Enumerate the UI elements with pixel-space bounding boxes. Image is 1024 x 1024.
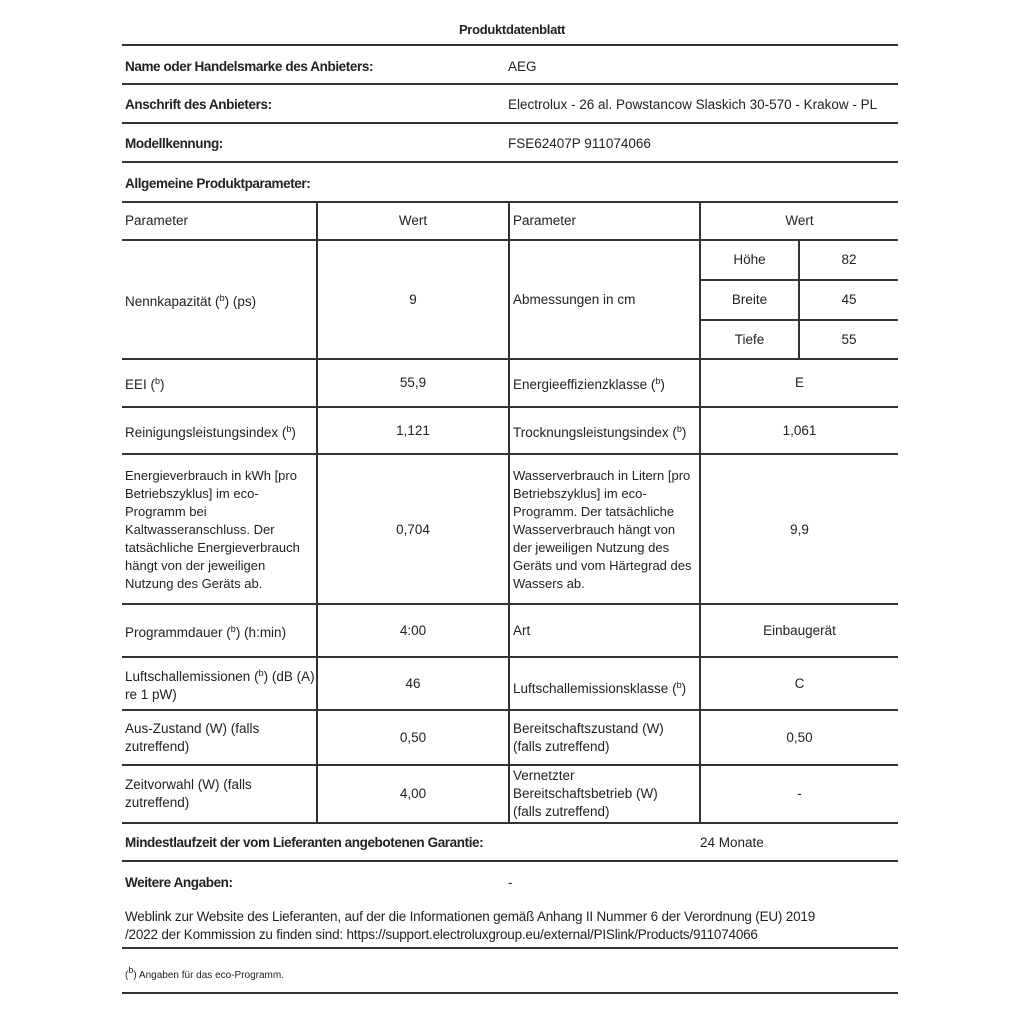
general-params-label: Allgemeine Produktparameter: xyxy=(125,176,311,191)
table-cell-param: Zeitvorwahl (W) (falls zutreffend) xyxy=(125,777,252,810)
table-cell-param: Vernetzter Bereitschaftsbetrieb (W) (falls zutreffend) xyxy=(513,768,658,819)
table-header: Wert xyxy=(785,213,814,228)
table-cell-value: 1,121 xyxy=(396,422,430,438)
divider xyxy=(122,860,898,862)
dim-value: 45 xyxy=(841,292,857,307)
table-cell-value: E xyxy=(794,375,804,390)
table-cell-param: Reinigungsleistungsindex ($^b$) xyxy=(125,423,296,440)
weblink-text: Weblink zur Website des Lieferanten, auf der die Informationen gemäß Anhang II Nummer 6 der Verordnung (EU) 2019 /2022 der Kommission zu finden sind: https://support.electroluxgroup.eu/external/PISlink/Products/911074066 xyxy=(125,909,815,942)
divider xyxy=(122,44,898,46)
table-cell-param: Wasserverbrauch in Litern [pro Betriebszyklus] im eco-Programm. Der tatsächliche Wasserverbrauch hängt von der jeweiligen Nutzung des Geräts und vom Härtegrad des Wassers ab. xyxy=(513,467,692,591)
table-cell-value: 55,9 xyxy=(399,375,427,390)
table-cell-param: Luftschallemissionsklasse ($^b$) xyxy=(513,679,687,696)
table-cell-value: 9,9 xyxy=(790,521,809,537)
table-cell-value: 0,50 xyxy=(786,729,813,745)
table-cell-value: 4:00 xyxy=(399,622,427,638)
table-header: Parameter xyxy=(513,213,577,228)
additional-info-value: - xyxy=(508,875,513,890)
warranty-label: Mindestlaufzeit der vom Lieferanten angebotenen Garantie: xyxy=(125,835,484,850)
weblink-url[interactable]: /2022 der Kommission zu finden sind: https://support.electroluxgroup.eu/external/PISlink/Products/911074066 xyxy=(125,927,758,942)
supplier-address-value: Electrolux - 26 al. Powstancow Slaskich 30-570 - Krakow - PL xyxy=(508,97,878,112)
table-cell-value: - xyxy=(797,786,802,801)
table-cell-param: Bereitschaftszustand (W) (falls zutreffend) xyxy=(513,720,664,754)
supplier-name-label: Name oder Handelsmarke des Anbieters: xyxy=(125,59,374,74)
table-header: Wert xyxy=(398,213,428,228)
divider xyxy=(122,83,898,85)
table-cell-param: EEI ($^b$) xyxy=(125,376,165,392)
table-cell-param: Aus-Zustand (W) (falls zutreffend) xyxy=(125,720,260,754)
table-cell-value: 0,50 xyxy=(399,729,427,745)
table-cell-value: 0,704 xyxy=(396,521,430,537)
divider xyxy=(122,992,898,994)
table-cell-value: 4,00 xyxy=(399,786,427,801)
table-cell-param: Nennkapazität ($^b$) (ps) xyxy=(125,292,257,309)
supplier-address-label: Anschrift des Anbieters: xyxy=(125,97,272,112)
table-cell-param: Energieeffizienzklasse ($^b$) xyxy=(513,376,665,392)
table-border xyxy=(122,822,898,824)
table-cell-value: C xyxy=(794,675,805,691)
dim-value: 55 xyxy=(841,331,857,347)
model-value: FSE62407P 911074066 xyxy=(508,136,651,151)
dim-label: Tiefe xyxy=(734,331,765,347)
table-cell-value: 1,061 xyxy=(782,422,817,438)
table-cell-param: Energieverbrauch in kWh [pro Betriebszyklus] im eco-Programm bei Kaltwasseranschluss. Der tatsächliche Energieverbrauch hängt von der jeweiligen Nutzung des Geräts ab. xyxy=(125,467,300,591)
footnote: ($^b$) Angaben für das eco-Programm. xyxy=(125,965,284,981)
table-cell-value: 9 xyxy=(409,291,417,307)
divider xyxy=(122,122,898,124)
divider xyxy=(122,947,898,949)
warranty-value: 24 Monate xyxy=(700,835,764,850)
table-cell-param: Abmessungen in cm xyxy=(513,291,636,307)
model-label: Modellkennung: xyxy=(125,136,223,151)
supplier-name-value: AEG xyxy=(508,59,537,74)
table-cell-param: Trocknungsleistungsindex ($^b$) xyxy=(513,423,687,440)
table-cell-value: 46 xyxy=(405,675,421,691)
table-cell-param: Programmdauer ($^b$) (h:min) xyxy=(125,623,287,640)
table-border xyxy=(122,453,898,455)
divider xyxy=(122,161,898,163)
dim-value: 82 xyxy=(841,252,857,267)
table-cell-value: Einbaugerät xyxy=(763,622,836,638)
page-title: Produktdatenblatt xyxy=(458,22,566,37)
additional-info-label: Weitere Angaben: xyxy=(125,875,233,890)
dim-label: Höhe xyxy=(733,252,766,267)
table-cell-param: Luftschallemissionen ($^b$) (dB (A) re 1 pW) xyxy=(125,667,315,702)
table-header: Parameter xyxy=(125,213,189,228)
table-cell-param: Art xyxy=(513,622,531,638)
dim-label: Breite xyxy=(731,292,768,307)
